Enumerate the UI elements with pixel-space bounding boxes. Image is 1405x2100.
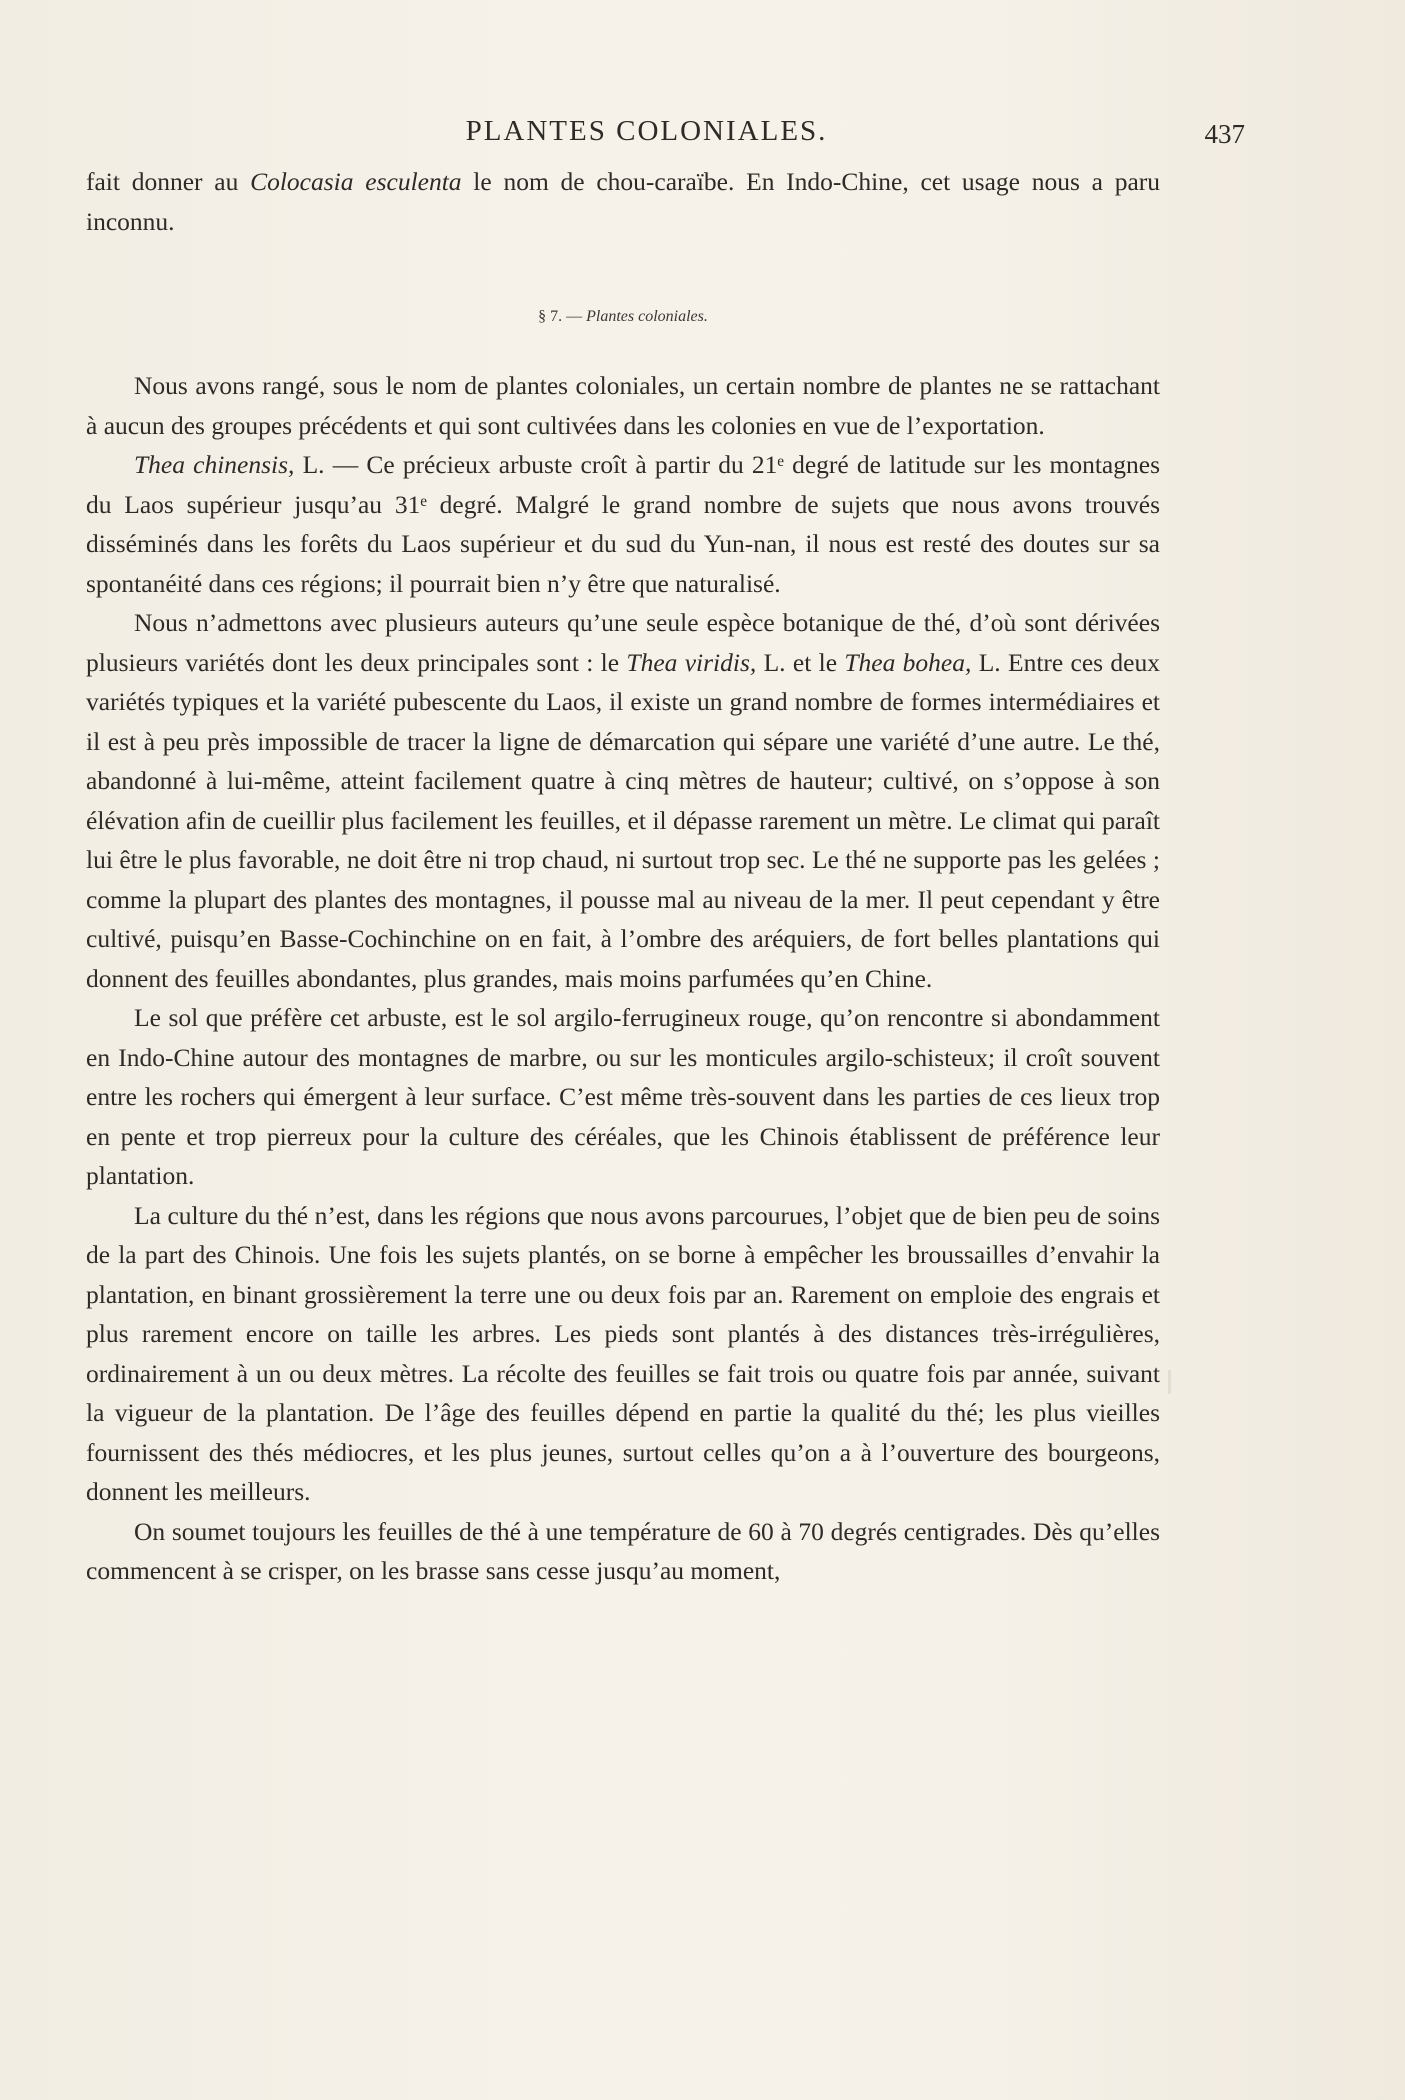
- section-number: § 7. —: [538, 308, 583, 325]
- paragraph: [86, 1512, 1160, 1591]
- page-number: 437: [1204, 119, 1245, 149]
- section-heading: [86, 307, 1160, 327]
- paragraph: [86, 366, 1160, 445]
- text-run: L. et le: [756, 647, 845, 677]
- running-head: [88, 115, 1245, 155]
- paragraph: [86, 1196, 1160, 1512]
- text-run: On soumet toujours les feuilles de thé à une température de 60 à 70 degrés centigrades. Dès qu’elles commencent à se crisper, on les brasse sans cesse jusqu’au moment,: [86, 1516, 1160, 1585]
- running-title: PLANTES COLONIALES.: [465, 115, 828, 147]
- text-run: L. Entre ces deux variétés typiques et la variété pubescente du Laos, il existe un grand nombre de formes intermédiaires et il est à peu près impossible de tracer la ligne de démarcation qui sépare une variété d’une autre. Le thé, abandonné à lui-même, atteint facilement quatre à cinq mètres de hauteur; cultivé, on s’oppose à son élévation afin de cueillir plus facilement les feuilles, et il dépasse rarement un mètre. Le climat qui paraît lui être le plus favorable, ne doit être ni trop chaud, ni surtout trop sec. Le thé ne supporte pas les gelées ; comme la plupart des plantes des montagnes, il pousse mal au niveau de la mer. Il peut cependant y être cultivé, puisqu’en Basse-Cochinchine on en fait, à l’ombre des aréquiers, de fort belles plantations qui donnent des feuilles abondantes, plus grandes, mais moins parfumées qu’en Chine.: [86, 647, 1160, 993]
- text-run: Nous n’admettons avec plusieurs auteurs qu’une seule espèce botanique de thé, d’où sont dérivées plusieurs variétés dont les deux principales sont : le: [86, 608, 1160, 677]
- text-run: La culture du thé n’est, dans les régions que nous avons parcourues, l’objet que de bien peu de soins de la part des Chinois. Une fois les sujets plantés, on se borne à empêcher les broussailles d’envahir la plantation, en binant grossièrement la terre une ou deux fois par an. Rarement on emploie des engrais et plus rarement encore on taille les arbres. Les pieds sont plantés à des distances très-irrégulières, ordinairement à un ou deux mètres. La récolte des feuilles se fait trois ou quatre fois par année, suivant la vigueur de la plantation. De l’âge des feuilles dépend en partie la qualité du thé; les plus vieilles fournissent des thés médiocres, et les plus jeunes, surtout celles qu’on a à l’ouverture des bourgeons, donnent les meilleurs.: [86, 1200, 1160, 1506]
- paragraph: [86, 445, 1160, 603]
- text-run: Nous avons rangé, sous le nom de plantes coloniales, un certain nombre de plantes ne se rattachant à aucun des groupes précédents et qui sont cultivées dans les colonies en vue de l’exportation.: [86, 371, 1160, 440]
- italic-text: Thea bohea,: [844, 647, 972, 677]
- paragraph: [86, 603, 1160, 998]
- section-title: Plantes coloniales.: [586, 308, 708, 325]
- italic-text: Thea viridis,: [626, 647, 757, 677]
- page-blemish: [1168, 1370, 1171, 1394]
- paragraph: [86, 162, 1160, 241]
- paragraph: [86, 998, 1160, 1196]
- text-run: Le sol que préfère cet arbuste, est le sol argilo-ferrugineux rouge, qu’on rencontre si abondamment en Indo-Chine autour des montagnes de marbre, ou sur les monticules argilo-schisteux; il croît souvent entre les rochers qui émergent à leur surface. C’est même très-souvent dans les parties de ces lieux trop en pente et trop pierreux pour la culture des céréales, que les Chinois établissent de préférence leur plantation.: [86, 1003, 1160, 1190]
- italic-text: Colocasia esculenta: [250, 167, 462, 196]
- text-run: fait donner au: [86, 167, 251, 196]
- text-run: L. — Ce précieux arbuste croît à partir du 21ᵉ degré de latitude sur les montagnes du Laos supérieur jusqu’au 31ᵉ degré. Malgré le grand nombre de sujets que nous avons trouvés disséminés dans les forêts du Laos supérieur et du sud du Yun-nan, il nous est resté des doutes sur sa spontanéité dans ces régions; il pourrait bien n’y être que naturalisé.: [86, 450, 1160, 598]
- text-run: le nom de chou-caraïbe. En Indo-Chine, cet usage nous a paru inconnu.: [86, 167, 1160, 236]
- italic-text: Thea chinensis,: [134, 450, 295, 479]
- text-block: [86, 162, 1160, 1591]
